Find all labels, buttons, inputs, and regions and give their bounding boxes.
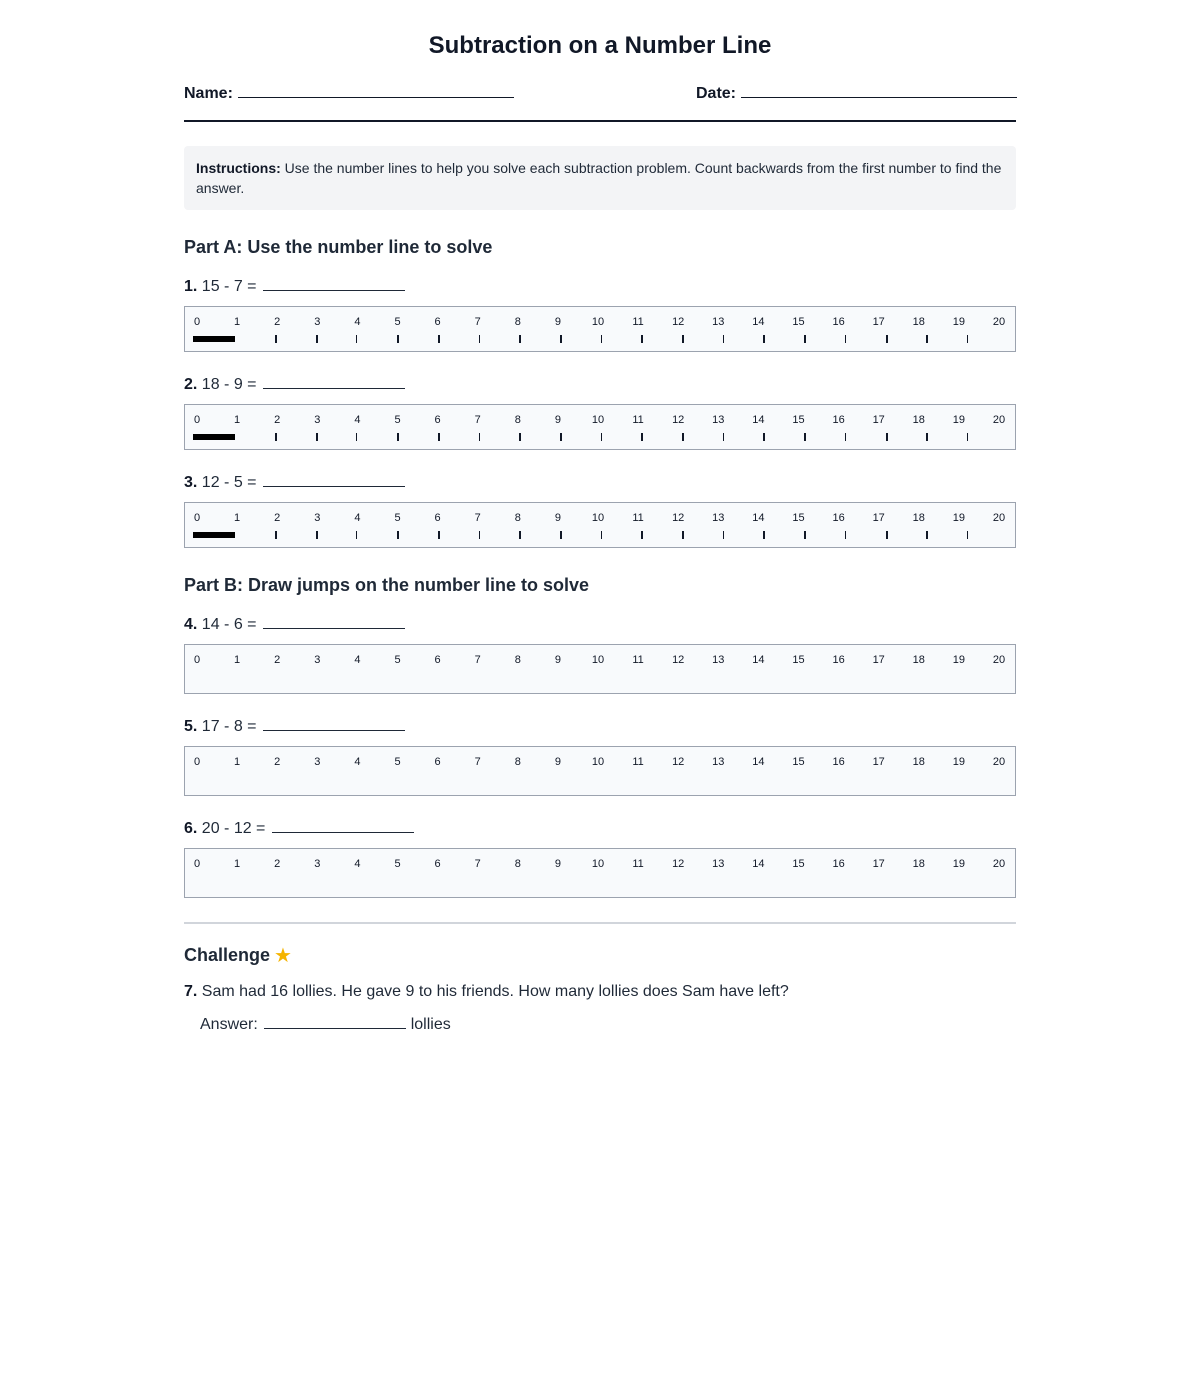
number-label-17: 17 [872, 654, 885, 666]
tick-mark [845, 531, 846, 539]
number-label-6: 6 [434, 756, 441, 768]
tick-mark [356, 433, 357, 441]
tick-mark [763, 335, 765, 343]
part-b-heading: Part B: Draw jumps on the number line to solve [184, 575, 590, 595]
tick-mark [804, 531, 806, 539]
tick-mark [723, 335, 724, 343]
number-label-12: 12 [672, 512, 685, 524]
number-label-17: 17 [872, 512, 885, 524]
tick-mark [601, 531, 602, 539]
number-label-9: 9 [554, 756, 561, 768]
number-label-1: 1 [234, 414, 241, 426]
tick-mark [275, 531, 277, 539]
date-field [696, 81, 1017, 103]
number-label-13: 13 [712, 512, 725, 524]
number-label-7: 7 [474, 654, 481, 666]
tick-mark [560, 433, 562, 441]
tick-mark [641, 531, 643, 539]
number-label-14: 14 [752, 858, 765, 870]
number-label-19: 19 [952, 512, 966, 524]
number-label-13: 13 [712, 756, 725, 768]
number-label-3: 3 [314, 512, 321, 524]
number-label-0: 0 [193, 316, 201, 328]
problem-equation: 18 - 9 = [201, 376, 257, 393]
number-label-20: 20 [992, 756, 1006, 768]
number-label-7: 7 [474, 512, 481, 524]
number-label-16: 16 [832, 756, 845, 768]
number-label-17: 17 [872, 756, 885, 768]
number-label-11: 11 [632, 756, 644, 768]
number-line-2 [184, 404, 1016, 450]
number-label-18: 18 [912, 414, 925, 426]
number-label-1: 1 [234, 316, 241, 328]
number-label-0: 0 [193, 414, 201, 426]
number-label-20: 20 [992, 858, 1006, 870]
number-label-1: 1 [234, 512, 241, 524]
number-line-3 [184, 502, 1016, 548]
page-title: Subtraction on a Number Line [428, 32, 772, 59]
number-label-10: 10 [591, 316, 605, 328]
number-line-start-bar [193, 336, 235, 342]
challenge-heading [184, 943, 292, 968]
tick-mark [479, 433, 480, 441]
number-label-5: 5 [394, 316, 401, 328]
tick-mark [397, 433, 399, 441]
problem-3 [184, 472, 405, 493]
number-label-19: 19 [952, 654, 966, 666]
tick-mark [682, 335, 684, 343]
tick-mark [438, 433, 440, 441]
number-label-12: 12 [672, 316, 685, 328]
number-label-4: 4 [354, 858, 361, 870]
number-label-10: 10 [591, 654, 605, 666]
tick-mark [886, 531, 888, 539]
tick-mark [397, 335, 399, 343]
number-line-6[interactable] [184, 848, 1016, 898]
tick-mark [926, 531, 928, 539]
number-label-19: 19 [952, 858, 966, 870]
number-label-2: 2 [274, 858, 281, 870]
number-label-20: 20 [992, 654, 1006, 666]
number-label-7: 7 [474, 858, 481, 870]
number-label-3: 3 [314, 414, 321, 426]
number-label-17: 17 [872, 316, 885, 328]
number-label-18: 18 [912, 316, 925, 328]
tick-mark [926, 335, 928, 343]
tick-mark [397, 531, 399, 539]
challenge-answer [200, 1014, 451, 1034]
tick-mark [763, 433, 765, 441]
problem-equation: 15 - 7 = [201, 278, 257, 295]
name-field [184, 81, 514, 103]
number-label-9: 9 [554, 316, 561, 328]
number-label-15: 15 [792, 512, 805, 524]
number-label-14: 14 [752, 756, 765, 768]
number-label-2: 2 [274, 512, 281, 524]
number-label-11: 11 [632, 414, 644, 426]
number-line-1 [184, 306, 1016, 352]
number-label-12: 12 [672, 414, 685, 426]
challenge-title: Challenge [184, 945, 271, 965]
number-label-3: 3 [314, 756, 321, 768]
number-label-14: 14 [752, 316, 765, 328]
tick-mark [560, 335, 562, 343]
name-label: Name: [184, 85, 233, 102]
number-label-8: 8 [514, 414, 521, 426]
problem-6 [184, 818, 414, 839]
problem-1 [184, 276, 405, 297]
answer-blank[interactable] [264, 1014, 406, 1029]
problem-number: 3. [184, 474, 198, 491]
number-label-8: 8 [514, 858, 521, 870]
number-label-11: 11 [632, 858, 644, 870]
tick-mark [886, 433, 888, 441]
tick-mark [560, 531, 562, 539]
star-icon: ★ [274, 945, 292, 967]
tick-mark [356, 335, 357, 343]
tick-mark [682, 433, 684, 441]
number-label-18: 18 [912, 756, 925, 768]
number-label-14: 14 [752, 512, 765, 524]
number-label-1: 1 [234, 654, 241, 666]
number-label-15: 15 [792, 414, 805, 426]
problem-equation: 17 - 8 = [201, 718, 257, 735]
tick-mark [641, 433, 643, 441]
tick-mark [275, 335, 277, 343]
number-label-11: 11 [632, 512, 644, 524]
problem-equation: 20 - 12 = [201, 820, 266, 837]
number-label-5: 5 [394, 858, 401, 870]
number-label-8: 8 [514, 512, 521, 524]
number-label-16: 16 [832, 858, 845, 870]
tick-mark [519, 531, 521, 539]
part-a-heading: Part A: Use the number line to solve [184, 237, 493, 257]
tick-mark [967, 433, 968, 441]
header-divider [184, 120, 1016, 122]
number-label-20: 20 [992, 316, 1006, 328]
number-label-3: 3 [314, 858, 321, 870]
number-label-4: 4 [354, 756, 361, 768]
tick-mark [316, 433, 318, 441]
tick-mark [682, 531, 684, 539]
number-label-0: 0 [193, 512, 201, 524]
number-label-19: 19 [952, 414, 966, 426]
tick-mark [316, 531, 318, 539]
instructions-text: Use the number lines to help you solve each subtraction problem. Count backwards from the first number to find the answer. [196, 160, 1002, 196]
tick-mark [723, 433, 724, 441]
number-line-5[interactable] [184, 746, 1016, 796]
number-label-5: 5 [394, 512, 401, 524]
number-label-2: 2 [274, 414, 281, 426]
instructions-label: Instructions: [196, 160, 281, 176]
number-label-17: 17 [872, 414, 885, 426]
tick-mark [967, 335, 968, 343]
number-label-11: 11 [632, 654, 644, 666]
number-label-9: 9 [554, 414, 561, 426]
number-label-7: 7 [474, 316, 481, 328]
problem-5 [184, 716, 405, 737]
number-label-20: 20 [992, 512, 1006, 524]
problem-4 [184, 614, 405, 635]
number-line-4[interactable] [184, 644, 1016, 694]
answer-blank[interactable] [263, 614, 405, 629]
tick-mark [438, 335, 440, 343]
number-label-4: 4 [354, 414, 361, 426]
number-label-12: 12 [672, 858, 685, 870]
number-label-11: 11 [632, 316, 644, 328]
number-label-6: 6 [434, 316, 441, 328]
problem-number: 1. [184, 278, 198, 295]
number-label-9: 9 [554, 512, 561, 524]
answer-blank[interactable] [263, 374, 405, 389]
tick-mark [967, 531, 968, 539]
number-label-10: 10 [591, 858, 605, 870]
problem-7 [184, 982, 789, 1002]
date-input-line[interactable] [741, 81, 1017, 98]
tick-mark [356, 531, 357, 539]
problem-number: 2. [184, 376, 198, 393]
number-label-16: 16 [832, 414, 845, 426]
tick-mark [804, 433, 806, 441]
problem-number: 5. [184, 718, 198, 735]
problem-number: 4. [184, 616, 198, 633]
answer-unit: lollies [410, 1016, 451, 1033]
number-label-15: 15 [792, 858, 805, 870]
problem-number: 6. [184, 820, 198, 837]
number-label-9: 9 [554, 654, 561, 666]
number-label-18: 18 [912, 654, 925, 666]
number-label-10: 10 [591, 414, 605, 426]
problem-number: 7. [184, 983, 198, 1000]
tick-mark [763, 531, 765, 539]
number-label-20: 20 [992, 414, 1006, 426]
answer-blank[interactable] [272, 818, 414, 833]
number-label-5: 5 [394, 414, 401, 426]
problem-equation: 14 - 6 = [201, 616, 257, 633]
number-label-16: 16 [832, 512, 845, 524]
answer-blank[interactable] [263, 472, 405, 487]
number-label-1: 1 [234, 858, 241, 870]
number-label-4: 4 [354, 316, 361, 328]
tick-mark [804, 335, 806, 343]
number-label-8: 8 [514, 654, 521, 666]
problem-text: Sam had 16 lollies. He gave 9 to his friends. How many lollies does Sam have left? [201, 983, 789, 1000]
problem-2 [184, 374, 405, 395]
tick-mark [723, 531, 724, 539]
tick-mark [275, 433, 277, 441]
number-label-5: 5 [394, 654, 401, 666]
number-label-10: 10 [591, 512, 605, 524]
number-label-8: 8 [514, 756, 521, 768]
number-label-0: 0 [193, 654, 201, 666]
number-label-6: 6 [434, 512, 441, 524]
number-label-14: 14 [752, 414, 765, 426]
number-label-15: 15 [792, 316, 805, 328]
date-label: Date: [696, 85, 737, 102]
name-input-line[interactable] [238, 81, 514, 98]
number-label-4: 4 [354, 512, 361, 524]
tick-mark [601, 335, 602, 343]
number-label-13: 13 [712, 654, 725, 666]
number-label-3: 3 [314, 316, 321, 328]
number-label-6: 6 [434, 858, 441, 870]
tick-mark [845, 433, 846, 441]
tick-mark [316, 335, 318, 343]
tick-mark [479, 335, 480, 343]
instructions-box [184, 146, 1016, 210]
number-label-12: 12 [672, 654, 685, 666]
number-label-10: 10 [591, 756, 605, 768]
number-label-0: 0 [193, 756, 201, 768]
tick-mark [641, 335, 643, 343]
number-label-14: 14 [752, 654, 765, 666]
number-label-18: 18 [912, 858, 925, 870]
number-label-13: 13 [712, 316, 725, 328]
number-label-17: 17 [872, 858, 885, 870]
number-label-12: 12 [672, 756, 685, 768]
number-label-7: 7 [474, 414, 481, 426]
number-label-16: 16 [832, 654, 845, 666]
answer-blank[interactable] [263, 276, 405, 291]
tick-mark [519, 335, 521, 343]
number-label-19: 19 [952, 756, 966, 768]
number-line-start-bar [193, 434, 235, 440]
number-label-4: 4 [354, 654, 361, 666]
number-label-7: 7 [474, 756, 481, 768]
number-label-13: 13 [712, 414, 725, 426]
tick-mark [479, 531, 480, 539]
number-label-15: 15 [792, 756, 805, 768]
number-label-5: 5 [394, 756, 401, 768]
tick-mark [926, 433, 928, 441]
section-divider [184, 922, 1016, 924]
number-label-16: 16 [832, 316, 845, 328]
number-label-6: 6 [434, 654, 441, 666]
tick-mark [845, 335, 846, 343]
number-label-19: 19 [952, 316, 966, 328]
number-label-2: 2 [274, 316, 281, 328]
answer-label: Answer: [200, 1016, 258, 1033]
number-label-6: 6 [434, 414, 441, 426]
tick-mark [601, 433, 602, 441]
number-label-13: 13 [712, 858, 725, 870]
tick-mark [438, 531, 440, 539]
tick-mark [886, 335, 888, 343]
number-label-15: 15 [792, 654, 805, 666]
number-label-2: 2 [274, 654, 281, 666]
answer-blank[interactable] [263, 716, 405, 731]
number-label-0: 0 [193, 858, 201, 870]
number-line-start-bar [193, 532, 235, 538]
number-label-8: 8 [514, 316, 521, 328]
problem-equation: 12 - 5 = [201, 474, 257, 491]
number-label-3: 3 [314, 654, 321, 666]
number-label-1: 1 [234, 756, 241, 768]
tick-mark [519, 433, 521, 441]
number-label-9: 9 [554, 858, 561, 870]
number-label-18: 18 [912, 512, 925, 524]
number-label-2: 2 [274, 756, 281, 768]
